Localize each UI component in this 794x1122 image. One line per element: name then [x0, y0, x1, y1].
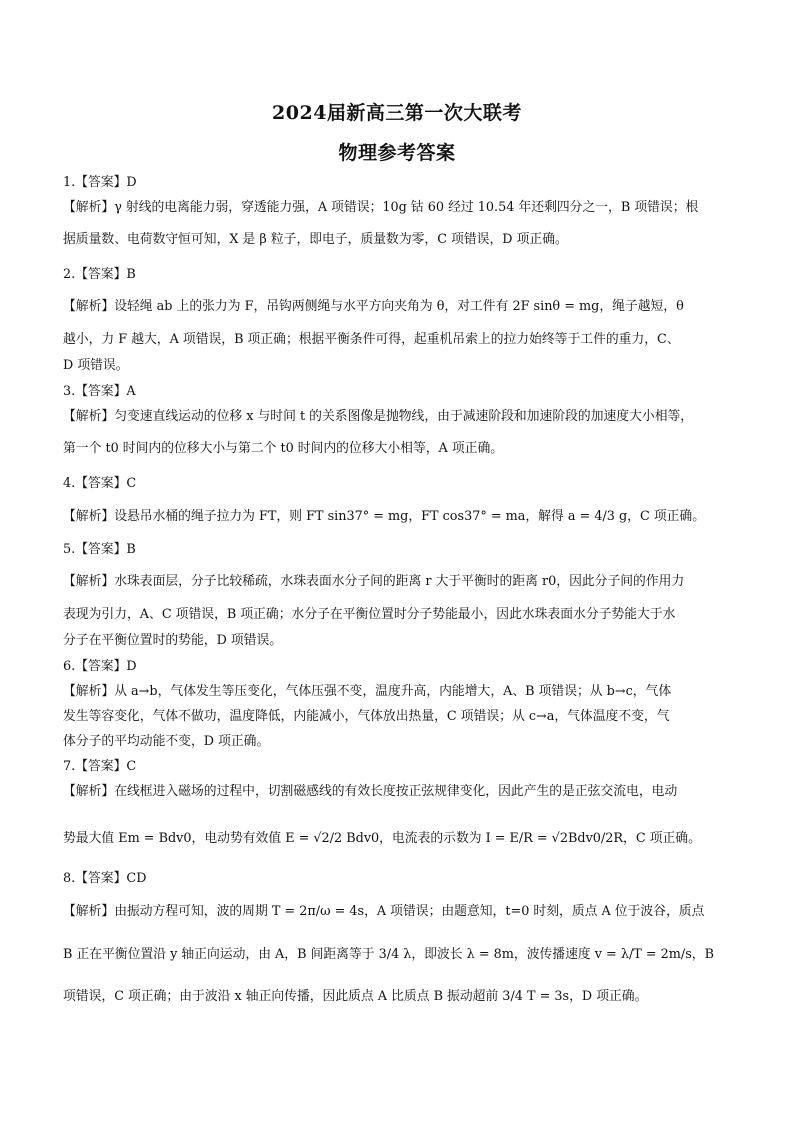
analysis-6-line-1: 【解析】从 a→b，气体发生等压变化，气体压强不变，温度升高，内能增大，A、B 项错误；从 b→c，气体	[63, 684, 672, 699]
analysis-3-line-2: 第一个 t0 时间内的位移大小与第二个 t0 时间内的位移大小相等，A 项正确。	[63, 441, 504, 456]
analysis-6-line-2: 发生等容变化，气体不做功，温度降低，内能减小，气体放出热量，C 项错误；从 c→a，气体温度不变，气	[63, 709, 670, 724]
answer-4: 4.【答案】C	[63, 476, 137, 491]
analysis-2-line-1: 【解析】设轻绳 ab 上的张力为 F，吊钩两侧绳与水平方向夹角为 θ，对工件有 2F sinθ = mg，绳子越短，θ	[63, 299, 684, 314]
analysis-5-line-3: 分子在平衡位置时的势能，D 项错误。	[63, 633, 283, 648]
analysis-4-line-1: 【解析】设悬吊水桶的绳子拉力为 FT，则 FT sin37° = mg，FT cos37° = ma，解得 a = 4/3 g，C 项正确。	[63, 509, 706, 524]
analysis-6-line-3: 体分子的平均动能不变，D 项正确。	[63, 734, 270, 749]
page-subtitle: 物理参考答案	[338, 142, 456, 164]
analysis-8-line-1: 【解析】由振动方程可知，波的周期 T = 2π/ω = 4s，A 项错误；由题意知，t=0 时刻，质点 A 位于波谷，质点	[63, 904, 705, 919]
analysis-5-line-1: 【解析】水珠表面层，分子比较稀疏，水珠表面水分子间的距离 r 大于平衡时的距离 r0，因此分子间的作用力	[63, 574, 685, 589]
analysis-7-line-2: 势最大值 Em = Bdv0，电动势有效值 E = √2/2 Bdv0，电流表的示数为 I = E/R = √2Bdv0/2R，C 项正确。	[63, 831, 701, 846]
answer-1: 1.【答案】D	[63, 175, 137, 190]
page-title: 2024届新高三第一次大联考	[272, 102, 522, 124]
answer-5: 5.【答案】B	[63, 542, 136, 557]
analysis-1-line-2: 据质量数、电荷数守恒可知，X 是 β 粒子，即电子，质量数为零，C 项错误，D 项正确。	[63, 232, 568, 247]
analysis-1-line-1: 【解析】γ 射线的电离能力弱，穿透能力强，A 项错误；10g 钴 60 经过 10.54 年还剩四分之一，B 项错误；根	[63, 200, 699, 215]
answer-2: 2.【答案】B	[63, 267, 136, 282]
analysis-8-line-3: 项错误，C 项正确；由于波沿 x 轴正向传播，因此质点 A 比质点 B 振动超前 3/4 T = 3s，D 项正确。	[63, 989, 648, 1004]
analysis-3-line-1: 【解析】匀变速直线运动的位移 x 与时间 t 的关系图像是抛物线，由于减速阶段和加速阶段的加速度大小相等，	[63, 409, 694, 424]
answer-8: 8.【答案】CD	[63, 871, 147, 886]
analysis-5-line-2: 表现为引力，A、C 项错误，B 项正确；水分子在平衡位置时分子势能最小，因此水珠表面水分子势能大于水	[63, 607, 676, 622]
analysis-2-line-2: 越小，力 F 越大，A 项错误，B 项正确；根据平衡条件可得，起重机吊索上的拉力始终等于工件的重力，C、	[63, 332, 680, 347]
analysis-8-line-2: B 正在平衡位置沿 y 轴正向运动，由 A，B 间距离等于 3/4 λ，即波长 λ = 8m，波传播速度 v = λ/T = 2m/s，B	[63, 947, 715, 962]
analysis-2-line-3: D 项错误。	[63, 358, 129, 373]
answer-6: 6.【答案】D	[63, 659, 137, 674]
answer-7: 7.【答案】C	[63, 759, 137, 774]
analysis-7-line-1: 【解析】在线框进入磁场的过程中，切割磁感线的有效长度按正弦规律变化，因此产生的是正弦交流电，电动	[63, 784, 678, 799]
answer-3: 3.【答案】A	[63, 384, 136, 399]
